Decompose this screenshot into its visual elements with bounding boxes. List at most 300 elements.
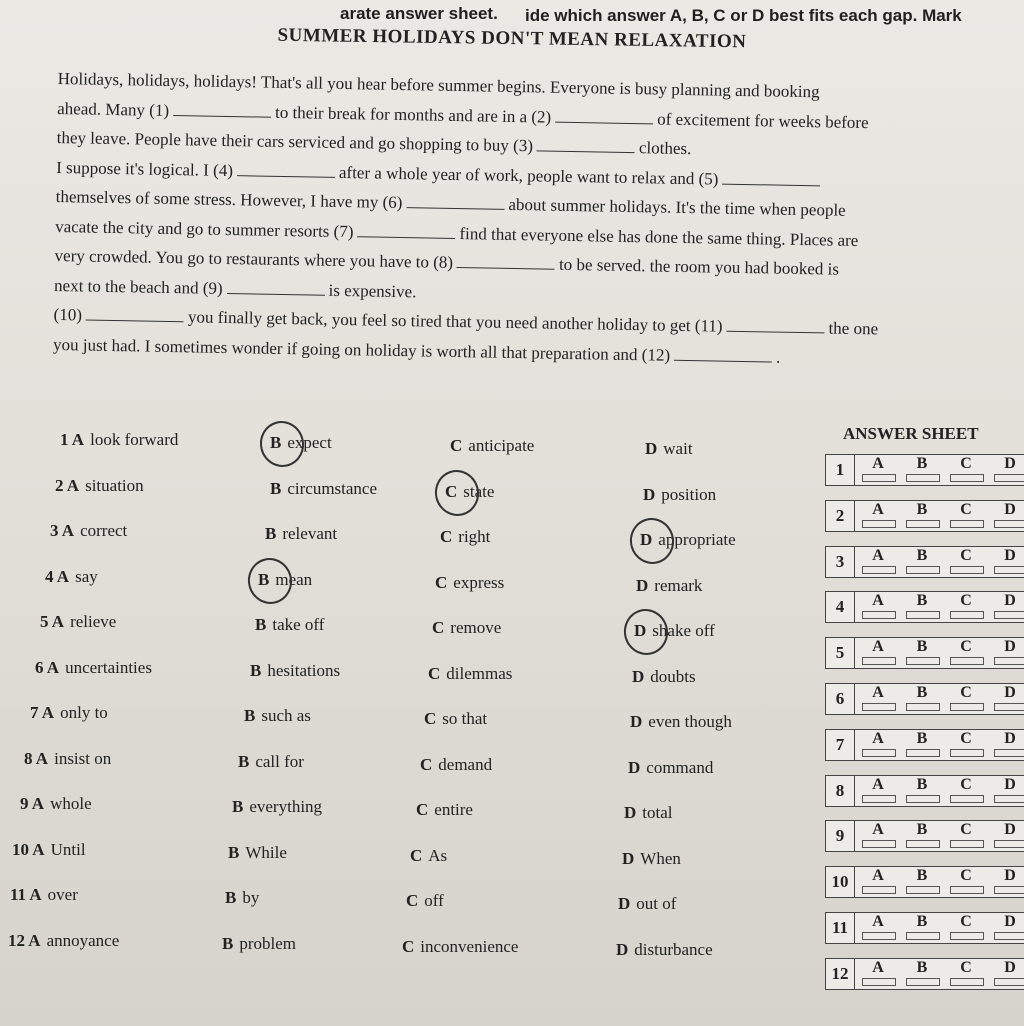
answer-row	[825, 775, 1024, 807]
answer-bubble[interactable]	[950, 520, 984, 528]
passage-text	[53, 64, 1018, 376]
answer-bubble[interactable]	[994, 611, 1024, 619]
option-d[interactable]	[624, 803, 673, 823]
answer-bubble[interactable]	[994, 840, 1024, 848]
option-c[interactable]	[410, 846, 447, 866]
option-d[interactable]	[636, 576, 702, 596]
passage-segment: .	[775, 347, 781, 367]
option-text: expect	[287, 433, 332, 452]
answer-row-number: 2	[826, 501, 855, 531]
answer-row	[825, 546, 1024, 578]
option-letter: B	[222, 933, 234, 953]
option-letter: B	[244, 706, 256, 725]
option-text: uncertainties	[65, 657, 152, 677]
option-c[interactable]	[420, 755, 492, 775]
passage-segment: I suppose it's logical. I (4)	[56, 157, 234, 180]
passage-segment: themselves of some stress. However, I have my (6)	[55, 186, 403, 213]
option-text: inconvenience	[420, 936, 519, 956]
option-text: everything	[249, 797, 323, 816]
answer-bubble[interactable]	[906, 886, 940, 894]
answer-letter: B	[916, 684, 928, 701]
instructions-header	[300, 0, 1024, 30]
answer-row-number: 1	[826, 455, 855, 485]
option-text: whole	[50, 794, 92, 813]
answer-letter: C	[960, 638, 972, 656]
passage-segment: next to the beach and (9)	[53, 275, 223, 298]
answer-row-number: 3	[826, 547, 855, 577]
option-c[interactable]	[406, 891, 444, 911]
option-text: even though	[648, 712, 732, 731]
passage-segment: of excitement for weeks before	[657, 108, 869, 132]
answer-letter: C	[960, 867, 972, 885]
option-letter: 1 A	[60, 430, 85, 449]
answer-row-number: 4	[826, 592, 855, 622]
answer-row-number: 11	[826, 913, 855, 943]
answer-bubble[interactable]	[950, 703, 984, 711]
option-letter: 4 A	[45, 566, 70, 586]
answer-letter: A	[872, 821, 884, 839]
answer-letter: B	[916, 867, 928, 885]
options-grid	[0, 422, 800, 1022]
passage-segment: is expensive.	[328, 280, 417, 301]
option-a[interactable]	[24, 749, 111, 769]
passage-segment: about summer holidays. It's the time when people	[508, 194, 846, 220]
option-letter: C	[420, 754, 433, 774]
answer-letter: D	[1004, 729, 1016, 747]
answer-bubble[interactable]	[862, 840, 896, 848]
option-text: problem	[239, 933, 296, 953]
answer-letter: C	[960, 775, 972, 793]
answer-bubble[interactable]	[906, 703, 940, 711]
passage-segment: the one	[828, 318, 879, 339]
answer-letter: A	[872, 592, 884, 610]
answer-letter: D	[1004, 546, 1016, 564]
option-text: appropriate	[658, 530, 736, 549]
answer-bubble[interactable]	[950, 566, 984, 574]
answer-letter: C	[960, 821, 972, 839]
option-a[interactable]	[60, 430, 178, 450]
option-b[interactable]	[250, 661, 340, 681]
option-a[interactable]	[35, 658, 152, 678]
instructions-right: ide which answer A, B, C or D best fits each gap. Mark	[525, 6, 962, 25]
option-letter: D	[630, 712, 643, 731]
instructions-left: arate answer sheet.	[340, 4, 498, 23]
option-letter: 2 A	[55, 475, 80, 495]
option-text: doubts	[650, 666, 696, 686]
option-text: only to	[60, 703, 108, 722]
answer-letter: B	[916, 821, 928, 839]
blank-gap[interactable]	[357, 222, 455, 239]
option-letter: 5 A	[40, 612, 65, 631]
option-letter: D	[622, 848, 635, 868]
option-text: shake off	[652, 621, 715, 640]
blank-gap[interactable]	[537, 136, 635, 153]
answer-bubble[interactable]	[994, 520, 1024, 528]
option-b[interactable]	[258, 570, 312, 590]
option-text: correct	[80, 521, 128, 540]
pen-circle-mark	[625, 513, 679, 569]
option-a[interactable]	[12, 840, 86, 860]
answer-letter: C	[960, 500, 972, 518]
answer-row-number: 9	[826, 821, 855, 851]
answer-letter: B	[916, 455, 928, 472]
blank-gap[interactable]	[555, 107, 653, 124]
blank-gap[interactable]	[674, 345, 772, 362]
answer-bubble[interactable]	[906, 840, 940, 848]
answer-bubble[interactable]	[862, 886, 896, 894]
option-text: such as	[261, 706, 311, 725]
answer-bubble[interactable]	[906, 520, 940, 528]
passage-title: SUMMER HOLIDAYS DON'T MEAN RELAXATION	[277, 24, 747, 53]
blank-gap[interactable]	[726, 317, 824, 334]
answer-row-number: 10	[826, 867, 855, 897]
option-b[interactable]	[222, 934, 296, 954]
option-letter: B	[258, 569, 270, 589]
answer-bubble[interactable]	[906, 657, 940, 665]
option-letter: B	[270, 478, 282, 498]
option-text: As	[428, 845, 448, 865]
option-text: Until	[50, 839, 86, 859]
answer-letter: A	[872, 729, 884, 747]
option-letter: C	[416, 800, 429, 819]
answer-letter: D	[1004, 455, 1016, 472]
option-a[interactable]	[10, 885, 78, 905]
option-letter: 8 A	[24, 748, 49, 768]
passage-segment: (10)	[53, 304, 83, 325]
answer-letter: D	[1004, 684, 1016, 701]
option-text: call for	[255, 751, 304, 771]
option-a[interactable]	[30, 703, 108, 723]
blank-gap[interactable]	[406, 193, 504, 210]
option-letter: D	[616, 939, 629, 959]
answer-bubble[interactable]	[862, 566, 896, 574]
answer-bubble[interactable]	[994, 886, 1024, 894]
passage-segment: ahead. Many (1)	[57, 98, 170, 120]
option-letter: C	[440, 527, 453, 546]
option-a[interactable]	[55, 476, 144, 496]
option-letter: 12 A	[8, 930, 41, 950]
passage-segment: they leave. People have their cars serviced and go shopping to buy (3)	[56, 127, 534, 156]
option-c[interactable]	[435, 573, 504, 593]
answer-row	[825, 958, 1024, 990]
answer-row-number: 8	[826, 776, 855, 806]
option-letter: B	[250, 660, 262, 680]
answer-bubble[interactable]	[994, 749, 1024, 757]
passage-segment: to their break for months and are in a (2)	[274, 102, 552, 127]
answer-bubble[interactable]	[950, 474, 984, 482]
option-letter: D	[645, 439, 658, 458]
option-text: situation	[85, 475, 144, 495]
answer-bubble[interactable]	[950, 611, 984, 619]
option-text: relieve	[70, 612, 117, 631]
answer-row-number: 6	[826, 684, 855, 714]
option-text: disturbance	[634, 939, 713, 959]
answer-bubble[interactable]	[906, 749, 940, 757]
option-letter: C	[410, 845, 423, 865]
option-b[interactable]	[265, 524, 337, 544]
blank-gap[interactable]	[227, 278, 325, 295]
option-letter: C	[450, 436, 463, 455]
answer-bubble[interactable]	[906, 795, 940, 803]
passage-segment: you just had. I sometimes wonder if going on holiday is worth all that preparation and (12)	[52, 334, 671, 365]
option-text: out of	[636, 894, 677, 913]
answer-sheet-title: ANSWER SHEET	[843, 424, 979, 443]
answer-letter: D	[1004, 500, 1016, 518]
answer-bubble[interactable]	[862, 703, 896, 711]
option-text: relevant	[282, 524, 338, 543]
answer-bubble[interactable]	[994, 703, 1024, 711]
option-a[interactable]	[50, 521, 127, 541]
option-letter: D	[634, 621, 647, 640]
answer-bubble[interactable]	[994, 566, 1024, 574]
answer-bubble[interactable]	[994, 978, 1024, 986]
answer-row	[825, 820, 1024, 852]
option-a[interactable]	[20, 794, 92, 814]
option-d[interactable]	[630, 712, 732, 732]
answer-bubble[interactable]	[994, 474, 1024, 482]
option-text: take off	[272, 615, 325, 634]
answer-row-number: 12	[826, 959, 855, 989]
answer-bubble[interactable]	[862, 749, 896, 757]
option-text: state	[463, 481, 495, 501]
answer-bubble[interactable]	[862, 978, 896, 986]
option-letter: 3 A	[50, 521, 75, 540]
option-b[interactable]	[232, 797, 322, 817]
answer-bubble[interactable]	[862, 611, 896, 619]
answer-letter: A	[872, 546, 884, 564]
answer-letter: B	[916, 500, 928, 518]
option-letter: C	[406, 891, 419, 910]
option-text: entire	[434, 800, 473, 819]
option-letter: B	[255, 615, 267, 634]
option-text: hesitations	[267, 660, 341, 680]
option-letter: B	[238, 751, 250, 771]
answer-letter: D	[1004, 821, 1016, 839]
option-letter: 7 A	[30, 703, 55, 722]
option-b[interactable]	[270, 479, 377, 499]
option-text: anticipate	[468, 436, 535, 455]
passage-segment: to be served. the room you had booked is	[558, 254, 840, 279]
answer-row	[825, 637, 1024, 669]
option-d[interactable]	[645, 439, 693, 459]
answer-bubble[interactable]	[950, 886, 984, 894]
answer-bubble[interactable]	[862, 657, 896, 665]
option-a[interactable]	[8, 931, 119, 951]
blank-gap[interactable]	[457, 253, 555, 270]
answer-row-number: 5	[826, 638, 855, 668]
blank-gap[interactable]	[173, 101, 271, 118]
option-text: total	[642, 803, 673, 822]
option-letter: 9 A	[20, 794, 45, 813]
answer-bubble[interactable]	[862, 520, 896, 528]
option-letter: B	[225, 888, 237, 907]
option-b[interactable]	[225, 888, 259, 908]
answer-letter: C	[960, 729, 972, 747]
option-c[interactable]	[402, 937, 518, 957]
option-text: remark	[654, 575, 703, 595]
option-c[interactable]	[428, 664, 512, 684]
answer-letter: C	[960, 455, 972, 472]
answer-bubble[interactable]	[862, 795, 896, 803]
option-b[interactable]	[255, 615, 324, 635]
blank-gap[interactable]	[86, 306, 184, 323]
answer-letter: A	[872, 500, 884, 518]
option-d[interactable]	[634, 621, 715, 641]
answer-letter: C	[960, 684, 972, 701]
option-letter: C	[435, 572, 448, 592]
answer-letter: B	[916, 546, 928, 564]
option-d[interactable]	[628, 758, 713, 778]
answer-bubble[interactable]	[994, 795, 1024, 803]
option-text: insist on	[54, 748, 112, 768]
option-text: command	[646, 757, 714, 777]
option-letter: D	[624, 803, 637, 822]
option-text: right	[458, 527, 491, 546]
option-text: off	[424, 891, 444, 910]
option-d[interactable]	[643, 485, 716, 505]
option-letter: 6 A	[35, 657, 60, 677]
option-text: remove	[450, 618, 502, 637]
option-letter: 10 A	[12, 839, 45, 859]
blank-gap[interactable]	[722, 169, 820, 186]
answer-bubble[interactable]	[950, 749, 984, 757]
option-d[interactable]	[622, 849, 681, 869]
answer-letter: C	[960, 546, 972, 564]
option-letter: D	[628, 757, 641, 777]
answer-bubble[interactable]	[994, 657, 1024, 665]
pen-circle-mark	[430, 465, 484, 521]
answer-letter: C	[960, 913, 972, 930]
option-text: so that	[442, 709, 488, 728]
answer-row	[825, 729, 1024, 761]
option-text: position	[661, 484, 717, 504]
passage-segment: clothes.	[638, 138, 692, 159]
option-text: When	[640, 848, 681, 868]
answer-row-number: 7	[826, 730, 855, 760]
option-text: look forward	[90, 430, 179, 449]
passage-segment: find that everyone else has done the same thing. Places are	[459, 223, 859, 250]
option-text: demand	[438, 754, 493, 774]
passage-segment: you finally get back, you feel so tired that you need another holiday to get (11)	[187, 307, 723, 336]
option-text: wait	[663, 439, 693, 458]
answer-letter: B	[916, 913, 928, 930]
option-letter: C	[432, 618, 445, 637]
answer-letter: A	[872, 455, 884, 472]
option-text: dilemmas	[446, 663, 513, 683]
answer-letter: A	[872, 867, 884, 885]
passage-segment: vacate the city and go to summer resorts (7)	[55, 216, 354, 241]
answer-bubble[interactable]	[906, 566, 940, 574]
option-letter: C	[402, 936, 415, 956]
answer-row	[825, 866, 1024, 898]
option-c[interactable]	[450, 436, 534, 456]
answer-bubble[interactable]	[906, 978, 940, 986]
pen-circle-mark	[243, 553, 297, 609]
answer-letter: D	[1004, 913, 1016, 930]
option-c[interactable]	[445, 482, 494, 502]
option-text: express	[453, 572, 505, 592]
option-text: say	[75, 566, 98, 586]
blank-gap[interactable]	[237, 161, 335, 178]
answer-bubble[interactable]	[950, 978, 984, 986]
option-letter: D	[640, 530, 653, 549]
option-letter: 11 A	[10, 885, 42, 904]
answer-row	[825, 454, 1024, 486]
answer-letter: A	[872, 775, 884, 793]
option-letter: C	[424, 709, 437, 728]
option-letter: D	[643, 484, 656, 504]
answer-bubble[interactable]	[950, 657, 984, 665]
answer-letter: A	[872, 913, 884, 930]
answer-bubble[interactable]	[994, 932, 1024, 940]
option-c[interactable]	[440, 527, 490, 547]
answer-bubble[interactable]	[906, 474, 940, 482]
option-a[interactable]	[45, 567, 98, 587]
option-letter: D	[632, 666, 645, 686]
option-letter: B	[228, 842, 240, 862]
answer-letter: D	[1004, 775, 1016, 793]
option-b[interactable]	[228, 843, 287, 863]
passage-segment: after a whole year of work, people want to relax and (5)	[338, 162, 719, 189]
answer-bubble[interactable]	[950, 840, 984, 848]
option-letter: B	[265, 524, 277, 543]
answer-letter: D	[1004, 592, 1016, 610]
option-c[interactable]	[416, 800, 473, 820]
passage-segment: very crowded. You go to restaurants where you have to (8)	[54, 245, 454, 272]
option-text: over	[47, 885, 78, 904]
option-b[interactable]	[270, 433, 332, 453]
answer-bubble[interactable]	[906, 611, 940, 619]
option-text: annoyance	[46, 930, 120, 950]
option-letter: C	[428, 663, 441, 683]
answer-letter: D	[1004, 867, 1016, 885]
option-d[interactable]	[618, 894, 676, 914]
answer-letter: A	[872, 638, 884, 656]
answer-letter: C	[960, 592, 972, 610]
answer-letter: D	[1004, 638, 1016, 656]
answer-letter: B	[916, 729, 928, 747]
option-b[interactable]	[244, 706, 311, 726]
answer-bubble[interactable]	[950, 932, 984, 940]
option-text: While	[245, 842, 287, 862]
answer-row	[825, 912, 1024, 944]
answer-letter: B	[916, 638, 928, 656]
answer-bubble[interactable]	[950, 795, 984, 803]
option-text: mean	[275, 569, 313, 589]
answer-letter: B	[916, 592, 928, 610]
option-c[interactable]	[432, 618, 501, 638]
option-letter: B	[270, 433, 282, 452]
option-a[interactable]	[40, 612, 116, 632]
option-c[interactable]	[424, 709, 487, 729]
option-d[interactable]	[632, 667, 696, 687]
answer-letter: B	[916, 958, 928, 976]
answer-bubble[interactable]	[862, 932, 896, 940]
answer-bubble[interactable]	[906, 932, 940, 940]
answer-bubble[interactable]	[862, 474, 896, 482]
answer-letter: D	[1004, 958, 1016, 976]
answer-row	[825, 591, 1024, 623]
option-text: by	[242, 888, 260, 907]
option-d[interactable]	[640, 530, 736, 550]
option-letter: B	[232, 797, 244, 816]
option-text: circumstance	[287, 478, 378, 498]
option-d[interactable]	[616, 940, 713, 960]
answer-letter: A	[872, 684, 884, 701]
option-letter: D	[636, 575, 649, 595]
option-b[interactable]	[238, 752, 304, 772]
option-letter: C	[445, 481, 458, 501]
